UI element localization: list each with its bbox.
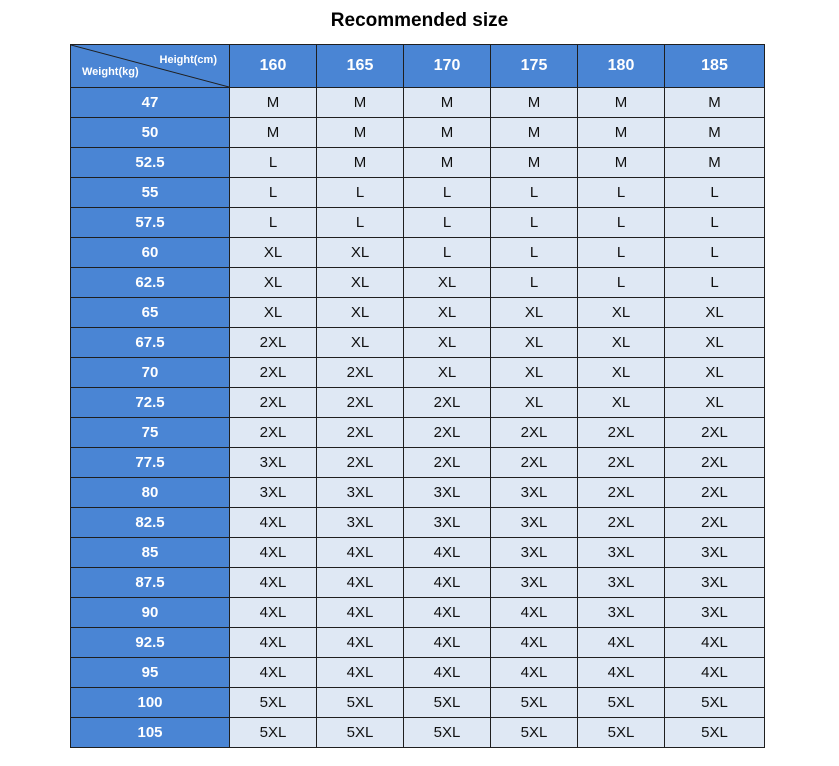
weight-cell: 72.5 <box>71 388 230 418</box>
table-row <box>71 298 765 328</box>
size-cell: 3XL <box>491 508 578 538</box>
size-cell: 3XL <box>578 598 665 628</box>
table-row <box>71 88 765 118</box>
size-cell: 2XL <box>491 448 578 478</box>
size-cell: 2XL <box>578 478 665 508</box>
size-cell: 3XL <box>665 538 765 568</box>
size-cell: L <box>578 208 665 238</box>
size-cell: 5XL <box>578 718 665 748</box>
size-cell: L <box>578 238 665 268</box>
table-row <box>71 658 765 688</box>
size-cell: XL <box>578 358 665 388</box>
size-cell: XL <box>491 358 578 388</box>
weight-cell: 75 <box>71 418 230 448</box>
size-cell: 5XL <box>404 718 491 748</box>
table-row <box>71 628 765 658</box>
size-cell: 3XL <box>578 568 665 598</box>
size-cell: M <box>578 148 665 178</box>
size-cell: 5XL <box>230 718 317 748</box>
size-cell: 2XL <box>491 418 578 448</box>
size-cell: 4XL <box>230 568 317 598</box>
table-row <box>71 538 765 568</box>
size-cell: XL <box>230 268 317 298</box>
size-cell: 4XL <box>404 658 491 688</box>
size-cell: 5XL <box>491 688 578 718</box>
height-header: 165 <box>317 45 404 88</box>
size-cell: L <box>491 268 578 298</box>
size-cell: M <box>230 88 317 118</box>
size-cell: 4XL <box>578 658 665 688</box>
table-row <box>71 508 765 538</box>
size-cell: 4XL <box>665 658 765 688</box>
size-cell: L <box>317 178 404 208</box>
size-cell: 2XL <box>317 358 404 388</box>
size-cell: 5XL <box>665 718 765 748</box>
table-row <box>71 148 765 178</box>
table-row <box>71 718 765 748</box>
size-cell: 2XL <box>404 448 491 478</box>
size-cell: 4XL <box>230 598 317 628</box>
table-row <box>71 568 765 598</box>
size-cell: 2XL <box>578 508 665 538</box>
height-header: 160 <box>230 45 317 88</box>
table-row <box>71 388 765 418</box>
height-header: 180 <box>578 45 665 88</box>
size-cell: M <box>665 118 765 148</box>
table-row <box>71 178 765 208</box>
size-cell: 4XL <box>491 628 578 658</box>
size-cell: 4XL <box>404 568 491 598</box>
size-cell: 2XL <box>404 388 491 418</box>
size-cell: M <box>578 88 665 118</box>
size-cell: 4XL <box>317 658 404 688</box>
size-cell: XL <box>491 328 578 358</box>
height-axis-label: Height(cm) <box>159 54 217 66</box>
size-cell: XL <box>578 298 665 328</box>
size-cell: 4XL <box>404 538 491 568</box>
size-cell: 2XL <box>317 418 404 448</box>
size-cell: XL <box>317 298 404 328</box>
size-cell: XL <box>491 298 578 328</box>
weight-cell: 60 <box>71 238 230 268</box>
size-cell: M <box>230 118 317 148</box>
table-row <box>71 358 765 388</box>
size-cell: 2XL <box>665 508 765 538</box>
weight-axis-label: Weight(kg) <box>82 66 139 78</box>
size-cell: M <box>491 148 578 178</box>
size-cell: 3XL <box>230 448 317 478</box>
size-cell: M <box>491 88 578 118</box>
size-cell: 2XL <box>665 418 765 448</box>
weight-cell: 47 <box>71 88 230 118</box>
size-cell: 2XL <box>230 388 317 418</box>
size-cell: 4XL <box>317 598 404 628</box>
size-cell: L <box>404 238 491 268</box>
size-cell: 2XL <box>578 448 665 478</box>
weight-cell: 90 <box>71 598 230 628</box>
weight-cell: 62.5 <box>71 268 230 298</box>
header-row <box>71 45 765 88</box>
height-header: 175 <box>491 45 578 88</box>
size-cell: 2XL <box>230 328 317 358</box>
weight-cell: 70 <box>71 358 230 388</box>
weight-cell: 87.5 <box>71 568 230 598</box>
size-cell: L <box>491 238 578 268</box>
size-cell: L <box>404 178 491 208</box>
size-cell: L <box>665 178 765 208</box>
weight-cell: 52.5 <box>71 148 230 178</box>
weight-cell: 95 <box>71 658 230 688</box>
table-row <box>71 118 765 148</box>
size-cell: 5XL <box>230 688 317 718</box>
size-cell: XL <box>230 238 317 268</box>
size-cell: L <box>404 208 491 238</box>
size-cell: M <box>317 88 404 118</box>
weight-cell: 65 <box>71 298 230 328</box>
size-cell: 4XL <box>404 598 491 628</box>
size-cell: XL <box>317 268 404 298</box>
table-row <box>71 688 765 718</box>
size-cell: 3XL <box>578 538 665 568</box>
size-cell: 5XL <box>578 688 665 718</box>
size-cell: M <box>665 148 765 178</box>
weight-cell: 105 <box>71 718 230 748</box>
size-cell: L <box>230 178 317 208</box>
size-cell: 4XL <box>230 628 317 658</box>
weight-cell: 50 <box>71 118 230 148</box>
size-cell: XL <box>665 328 765 358</box>
size-cell: 4XL <box>665 628 765 658</box>
size-cell: XL <box>578 388 665 418</box>
weight-cell: 67.5 <box>71 328 230 358</box>
size-cell: L <box>491 208 578 238</box>
size-cell: XL <box>404 358 491 388</box>
size-cell: 3XL <box>491 568 578 598</box>
table-row <box>71 328 765 358</box>
size-cell: 4XL <box>317 628 404 658</box>
size-cell: 3XL <box>230 478 317 508</box>
corner-header-cell <box>71 45 230 88</box>
size-cell: M <box>317 118 404 148</box>
weight-cell: 85 <box>71 538 230 568</box>
size-cell: XL <box>665 358 765 388</box>
size-cell: XL <box>230 298 317 328</box>
size-cell: 4XL <box>230 538 317 568</box>
size-cell: 5XL <box>665 688 765 718</box>
size-cell: 4XL <box>491 598 578 628</box>
table-row <box>71 208 765 238</box>
table-row <box>71 598 765 628</box>
size-cell: 4XL <box>230 658 317 688</box>
size-cell: 5XL <box>317 688 404 718</box>
size-cell: XL <box>578 328 665 358</box>
size-cell: XL <box>317 328 404 358</box>
height-header: 170 <box>404 45 491 88</box>
size-cell: M <box>404 118 491 148</box>
size-cell: XL <box>404 268 491 298</box>
size-cell: 2XL <box>317 388 404 418</box>
size-cell: M <box>404 148 491 178</box>
weight-cell: 55 <box>71 178 230 208</box>
size-cell: 2XL <box>230 418 317 448</box>
size-cell: XL <box>665 298 765 328</box>
size-cell: 2XL <box>665 448 765 478</box>
size-cell: 3XL <box>665 598 765 628</box>
size-cell: XL <box>665 388 765 418</box>
size-cell: L <box>317 208 404 238</box>
weight-cell: 100 <box>71 688 230 718</box>
size-chart-table <box>70 44 765 748</box>
size-cell: XL <box>317 238 404 268</box>
height-header: 185 <box>665 45 765 88</box>
size-cell: 4XL <box>230 508 317 538</box>
size-cell: XL <box>404 298 491 328</box>
size-cell: 5XL <box>404 688 491 718</box>
size-cell: 2XL <box>404 418 491 448</box>
size-cell: M <box>491 118 578 148</box>
size-cell: 4XL <box>404 628 491 658</box>
table-row <box>71 448 765 478</box>
table-row <box>71 418 765 448</box>
size-cell: 3XL <box>491 478 578 508</box>
size-cell: 2XL <box>230 358 317 388</box>
size-cell: 4XL <box>491 658 578 688</box>
size-cell: L <box>491 178 578 208</box>
size-cell: 4XL <box>317 538 404 568</box>
size-cell: L <box>665 238 765 268</box>
weight-cell: 77.5 <box>71 448 230 478</box>
weight-cell: 80 <box>71 478 230 508</box>
size-cell: 2XL <box>665 478 765 508</box>
size-cell: L <box>665 268 765 298</box>
weight-cell: 92.5 <box>71 628 230 658</box>
size-cell: 3XL <box>404 478 491 508</box>
size-cell: L <box>578 268 665 298</box>
table-row <box>71 268 765 298</box>
size-cell: L <box>230 208 317 238</box>
size-cell: 4XL <box>578 628 665 658</box>
size-cell: 2XL <box>578 418 665 448</box>
size-cell: 3XL <box>665 568 765 598</box>
size-cell: 5XL <box>491 718 578 748</box>
size-cell: 3XL <box>317 478 404 508</box>
size-cell: 5XL <box>317 718 404 748</box>
size-cell: L <box>578 178 665 208</box>
table-row <box>71 238 765 268</box>
weight-cell: 82.5 <box>71 508 230 538</box>
size-cell: L <box>665 208 765 238</box>
size-cell: L <box>230 148 317 178</box>
size-cell: XL <box>491 388 578 418</box>
page-title: Recommended size <box>330 10 509 31</box>
size-cell: 3XL <box>317 508 404 538</box>
size-cell: M <box>578 118 665 148</box>
size-cell: 3XL <box>491 538 578 568</box>
size-cell: M <box>404 88 491 118</box>
size-cell: M <box>665 88 765 118</box>
size-cell: 4XL <box>317 568 404 598</box>
size-cell: 3XL <box>404 508 491 538</box>
size-cell: XL <box>404 328 491 358</box>
table-row <box>71 478 765 508</box>
size-cell: 2XL <box>317 448 404 478</box>
weight-cell: 57.5 <box>71 208 230 238</box>
size-cell: M <box>317 148 404 178</box>
